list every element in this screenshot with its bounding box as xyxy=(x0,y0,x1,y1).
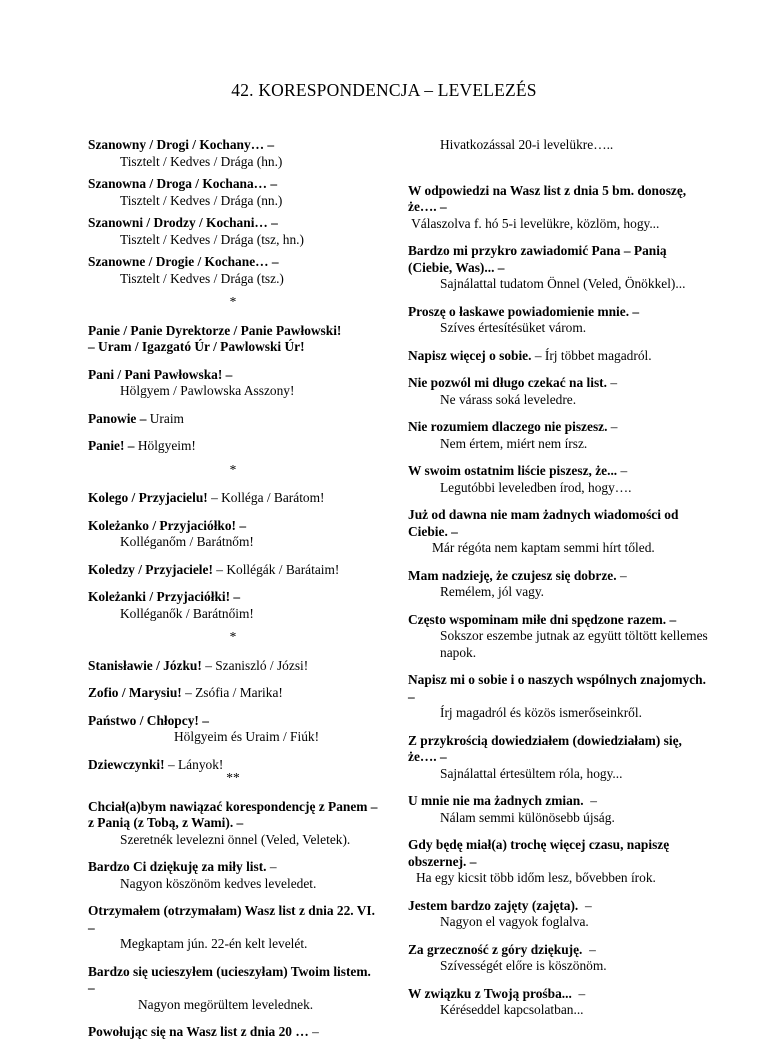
hungarian-translation: Nagyon el vagyok foglalva. xyxy=(440,914,589,929)
entry xyxy=(88,411,378,428)
polish-phrase: W odpowiedzi na Wasz list z dnia 5 bm. donoszę, że…. – xyxy=(408,182,687,214)
polish-phrase: Stanisławie / Józku! xyxy=(88,657,202,673)
hungarian-translation: Sajnálattal tudatom Önnel (Veled, Önökkel)... xyxy=(440,276,686,291)
polish-phrase: Szanowny / Drogi / Kochany… – xyxy=(88,137,275,152)
hungarian-translation: Megkaptam jún. 22-én kelt levelét. xyxy=(120,936,308,951)
entry xyxy=(88,367,378,400)
entry xyxy=(408,793,708,826)
entry xyxy=(408,898,708,931)
separator-dash: – xyxy=(607,419,618,434)
entry xyxy=(408,568,708,601)
separator-dash: – xyxy=(571,985,586,1001)
hungarian-translation: – Zsófia / Marika! xyxy=(181,685,283,700)
hungarian-translation: Legutóbbi leveledben írod, hogy…. xyxy=(440,479,632,495)
entry xyxy=(408,986,708,1019)
polish-phrase: Państwo / Chłopcy! – xyxy=(88,712,209,728)
section-separator: * xyxy=(229,629,237,644)
entry xyxy=(88,589,378,622)
entry xyxy=(88,685,378,702)
entry xyxy=(88,490,378,507)
hungarian-translation: – Kollégák / Barátaim! xyxy=(212,561,340,577)
polish-phrase: Bardzo mi przykro zawiadomić Pana – Panią (Ciebie, Was)... – xyxy=(408,243,667,275)
hungarian-translation: Remélem, jól vagy. xyxy=(440,584,544,599)
polish-phrase: W związku z Twoją prośba... xyxy=(408,985,572,1001)
entry xyxy=(88,323,378,356)
entry xyxy=(88,176,378,209)
hungarian-translation: Tisztelt / Kedves / Drága (nn.) xyxy=(120,192,283,208)
polish-phrase: Koleżanki / Przyjaciółki! – xyxy=(88,589,241,604)
polish-phrase: Nie rozumiem dlaczego nie piszesz. xyxy=(408,419,608,434)
hungarian-translation: Ne várass soká leveledre. xyxy=(440,391,577,407)
polish-phrase: Za grzeczność z góry dziękuję. xyxy=(408,941,583,957)
entry xyxy=(88,438,378,455)
entry xyxy=(408,375,708,408)
right-column xyxy=(408,137,708,1030)
entry xyxy=(88,215,378,248)
polish-phrase: U mnie nie ma żadnych zmian. xyxy=(408,793,584,808)
polish-phrase: Bardzo się ucieszyłem (ucieszyłam) Twoim listem. – xyxy=(88,963,371,995)
hungarian-translation: Kéréseddel kapcsolatban... xyxy=(440,1002,584,1017)
polish-phrase: Koledzy / Przyjaciele! xyxy=(88,561,213,577)
entry xyxy=(408,183,708,233)
entry xyxy=(408,733,708,783)
separator-dash: – xyxy=(578,897,592,913)
separator-dash: – xyxy=(582,941,596,957)
polish-phrase: Z przykrością dowiedziałem (dowiedziałam) się, że…. – xyxy=(408,732,682,764)
polish-phrase: Napisz mi o sobie i o naszych wspólnych znajomych. – xyxy=(408,672,706,704)
entry xyxy=(408,304,708,337)
polish-phrase: Zofio / Marysiu! xyxy=(88,685,182,700)
polish-phrase: Napisz więcej o sobie. xyxy=(408,347,532,363)
entry xyxy=(88,713,378,746)
hungarian-translation: Szívességét előre is köszönöm. xyxy=(440,958,607,973)
polish-phrase: Jestem bardzo zajęty (zajęta). xyxy=(408,897,579,913)
hungarian-translation: Már régóta nem kaptam semmi hírt tőled. xyxy=(432,540,655,555)
entry xyxy=(88,964,378,1014)
entry xyxy=(408,837,708,887)
section-separator: * xyxy=(229,294,237,309)
hungarian-translation: Sajnálattal értesültem róla, hogy... xyxy=(440,765,623,781)
hungarian-translation: Hölgyeim és Uraim / Fiúk! xyxy=(174,729,320,744)
separator-dash: – xyxy=(266,859,277,874)
entry xyxy=(88,562,378,579)
polish-phrase: Powołując się na Wasz list z dnia 20 … xyxy=(88,1024,309,1039)
polish-phrase: Gdy będę miał(a) trochę więcej czasu, napiszę obszernej. – xyxy=(408,837,670,869)
polish-phrase: Koleżanko / Przyjaciółko! – xyxy=(88,517,247,533)
hungarian-translation: Ha egy kicsit több időm lesz, bővebben írok. xyxy=(416,870,656,885)
hungarian-translation: Nagyon megörültem levelednek. xyxy=(138,996,314,1012)
polish-phrase: – Uram / Igazgató Úr / Pawlowski Úr! xyxy=(88,339,305,354)
hungarian-translation: Tisztelt / Kedves / Drága (tsz.) xyxy=(120,270,284,286)
polish-phrase: Otrzymałem (otrzymałam) Wasz list z dnia 22. VI. – xyxy=(88,903,375,935)
polish-phrase: Często wspominam miłe dni spędzone razem. – xyxy=(408,611,677,627)
polish-phrase: Panie / Panie Dyrektorze / Panie Pawłowski! xyxy=(88,322,342,338)
spacer xyxy=(408,165,708,183)
separator-dash: – xyxy=(617,463,628,478)
polish-phrase: Kolego / Przyjacielu! xyxy=(88,490,208,505)
entry xyxy=(408,942,708,975)
polish-phrase: Proszę o łaskawe powiadomienie mnie. – xyxy=(408,303,640,319)
hungarian-translation: Kolléganőm / Barátnőm! xyxy=(120,534,254,549)
hungarian-translation: Nagyon köszönöm kedves leveledet. xyxy=(120,875,317,891)
entry xyxy=(88,859,378,892)
hungarian-translation: Tisztelt / Kedves / Drága (hn.) xyxy=(120,153,283,169)
entry xyxy=(88,903,378,953)
hungarian-translation: – Írj többet magadról. xyxy=(531,347,652,363)
hungarian-translation: Hölgyeim! xyxy=(134,438,196,453)
hungarian-translation: Válaszolva f. hó 5-i levelükre, közlöm, hogy... xyxy=(408,215,660,231)
hungarian-translation: Sokszor eszembe jutnak az együtt töltött kellemes napok. xyxy=(440,628,708,660)
separator-dash: – xyxy=(616,567,627,583)
section-separator: ** xyxy=(226,770,240,785)
hungarian-translation: – Szaniszló / Józsi! xyxy=(201,657,309,673)
entry xyxy=(88,137,378,170)
separator-dash: – xyxy=(583,793,597,808)
hungarian-translation: Nem értem, miért nem írsz. xyxy=(440,435,588,451)
entry xyxy=(408,463,708,496)
hungarian-translation: Hivatkozással 20-i levelükre….. xyxy=(440,137,614,152)
polish-phrase: Bardzo Ci dziękuję za miły list. xyxy=(88,859,267,874)
entry xyxy=(88,658,378,675)
entry xyxy=(88,1024,378,1041)
entry xyxy=(88,799,378,849)
entry xyxy=(408,243,708,293)
polish-phrase: Dziewczynki! xyxy=(88,756,165,772)
polish-phrase: Już od dawna nie mam żadnych wiadomości od Ciebie. – xyxy=(408,507,679,539)
separator-dash: – xyxy=(308,1024,319,1039)
polish-phrase: Panie! – xyxy=(88,438,135,453)
entry xyxy=(408,419,708,452)
hungarian-translation: – Lányok! xyxy=(164,756,224,772)
hungarian-translation: Tisztelt / Kedves / Drága (tsz, hn.) xyxy=(120,231,304,247)
entry xyxy=(408,137,708,154)
polish-phrase: Nie pozwól mi długo czekać na list. xyxy=(408,375,607,390)
polish-phrase: Szanowne / Drogie / Kochane… – xyxy=(88,254,279,269)
hungarian-translation: Szíves értesítésüket várom. xyxy=(440,320,587,335)
polish-phrase: Pani / Pani Pawłowska! – xyxy=(88,366,233,382)
entry xyxy=(408,612,708,662)
polish-phrase: Chciał(a)bym nawiązać korespondencję z Panem – z Panią (z Tobą, z Wami). – xyxy=(88,798,378,830)
hungarian-translation: – Kolléga / Barátom! xyxy=(207,490,325,505)
polish-phrase: Panowie – xyxy=(88,410,147,426)
polish-phrase: Szanowni / Drodzy / Kochani… – xyxy=(88,215,278,230)
entry xyxy=(408,672,708,722)
entry xyxy=(88,518,378,551)
hungarian-translation: Szeretnék levelezni önnel (Veled, Veletek). xyxy=(120,831,351,847)
entry xyxy=(408,348,708,365)
entry xyxy=(88,254,378,287)
polish-phrase: Szanowna / Droga / Kochana… – xyxy=(88,176,278,191)
hungarian-translation: Kolléganők / Barátnőim! xyxy=(120,605,254,621)
hungarian-translation: Hölgyem / Pawlowska Asszony! xyxy=(120,383,295,398)
section-separator: * xyxy=(229,461,237,477)
entry xyxy=(408,507,708,557)
hungarian-translation: Nálam semmi különösebb újság. xyxy=(440,809,615,825)
left-column xyxy=(88,137,378,1052)
polish-phrase: W swoim ostatnim liście piszesz, że... xyxy=(408,463,618,478)
polish-phrase: Mam nadzieję, że czujesz się dobrze. xyxy=(408,567,617,583)
separator-dash: – xyxy=(607,375,618,390)
hungarian-translation: Uraim xyxy=(146,410,184,426)
page-title: 42. KORESPONDENCJA – LEVELEZÉS xyxy=(231,80,537,100)
hungarian-translation: Írj magadról és közös ismerőseinkről. xyxy=(440,705,642,720)
